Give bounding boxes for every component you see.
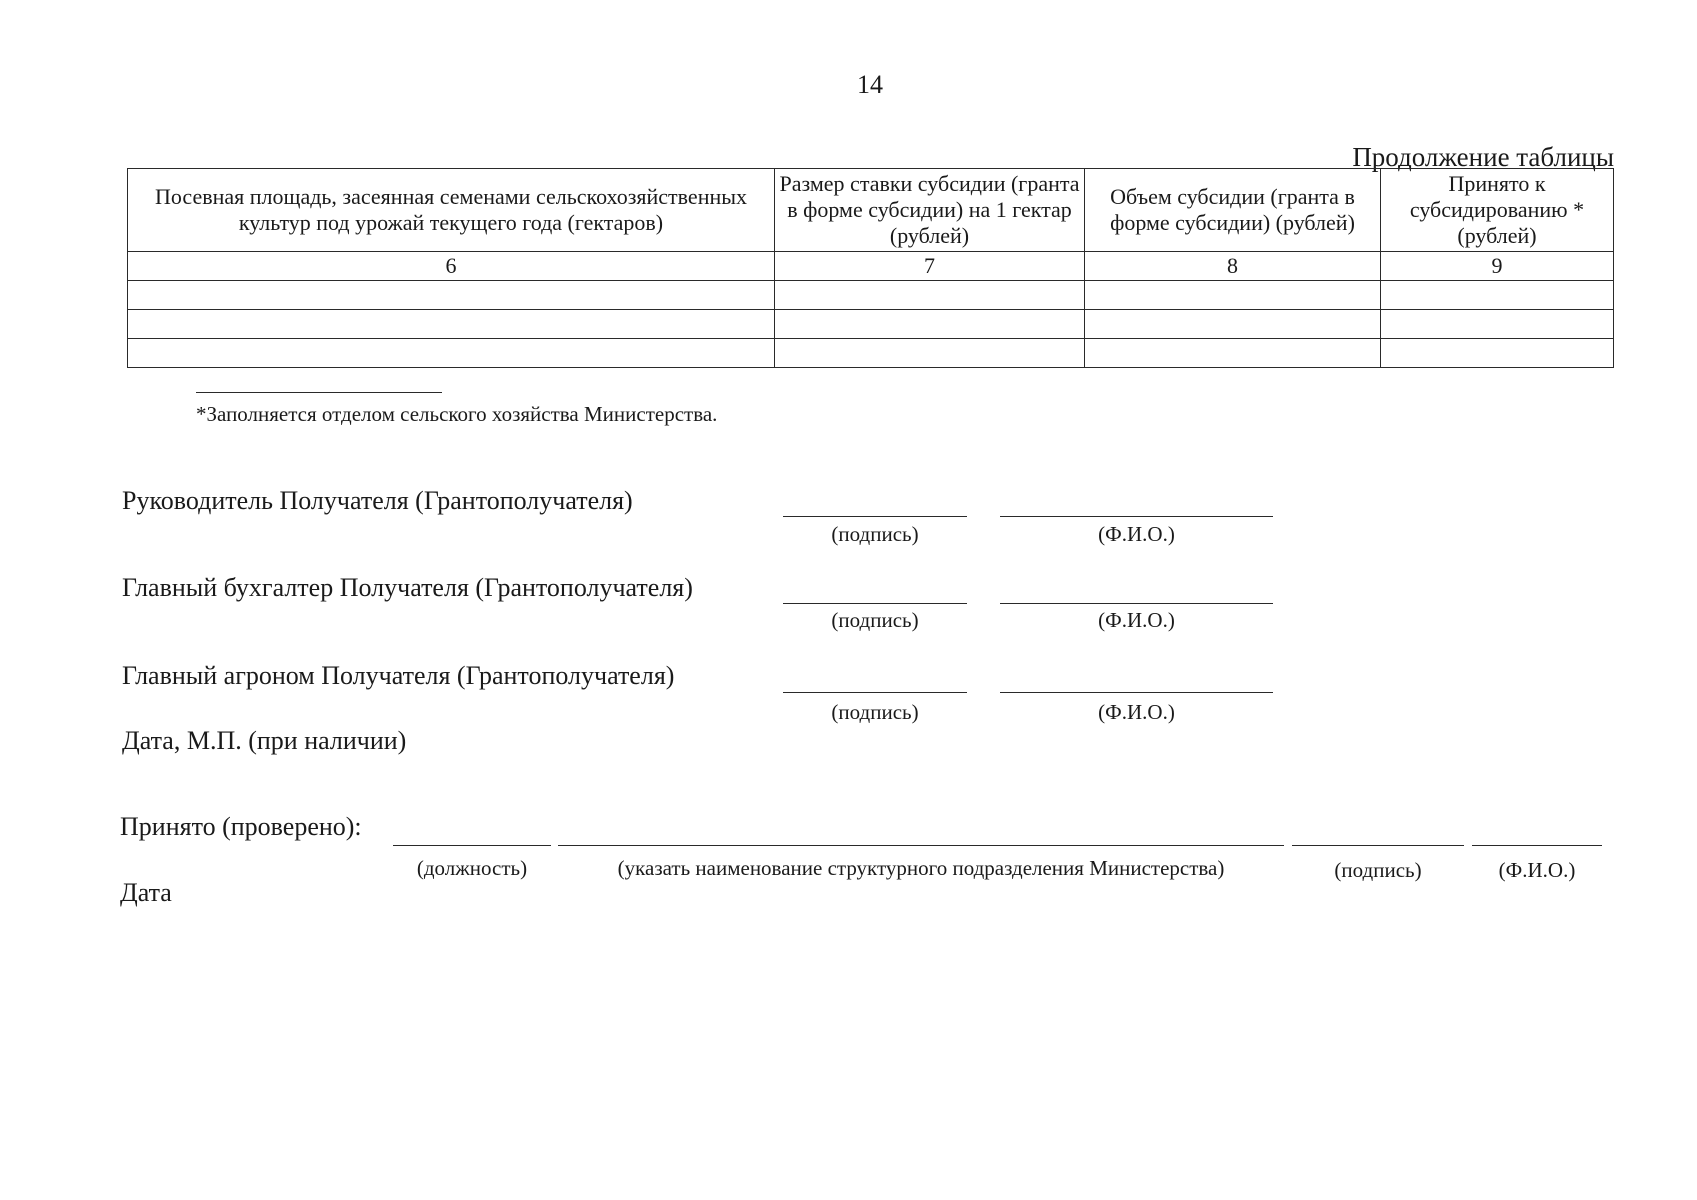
signature-hint: (подпись) xyxy=(831,522,919,546)
acceptance-signature-line[interactable] xyxy=(1292,845,1464,846)
accountant-signature-line[interactable] xyxy=(783,603,967,604)
table-cell[interactable] xyxy=(1381,339,1614,368)
table-cell[interactable] xyxy=(128,339,775,368)
header-accepted-for-subsidy: Принято к субсидированию * (рублей) xyxy=(1381,169,1614,252)
table-cell[interactable] xyxy=(1085,339,1381,368)
agronomist-signature-line[interactable] xyxy=(783,692,967,693)
accountant-signature-label: Главный бухгалтер Получателя (Грантополучателя) xyxy=(122,573,693,602)
column-number: 6 xyxy=(128,252,775,281)
name-hint: (Ф.И.О.) xyxy=(1098,608,1175,632)
table-header-row xyxy=(128,169,1614,252)
header-rate-per-hectare: Размер ставки субсидии (гранта в форме субсидии) на 1 гектар (рублей) xyxy=(775,169,1085,252)
table-cell[interactable] xyxy=(775,281,1085,310)
footnote: *Заполняется отделом сельского хозяйства Министерства. xyxy=(196,402,718,426)
head-signature-line[interactable] xyxy=(783,516,967,517)
page-number: 14 xyxy=(857,70,883,99)
position-line[interactable] xyxy=(393,845,551,846)
name-hint: (Ф.И.О.) xyxy=(1098,700,1175,724)
table-cell[interactable] xyxy=(1085,281,1381,310)
acceptance-date-label: Дата xyxy=(120,878,172,907)
table-cell[interactable] xyxy=(775,339,1085,368)
column-number: 7 xyxy=(775,252,1085,281)
table-caption: Продолжение таблицы xyxy=(1352,142,1614,172)
head-signature-label: Руководитель Получателя (Грантополучателя) xyxy=(122,486,633,515)
subsidy-table xyxy=(127,168,1614,368)
signature-hint: (подпись) xyxy=(1334,858,1422,882)
table-cell[interactable] xyxy=(128,281,775,310)
acceptance-name-line[interactable] xyxy=(1472,845,1602,846)
column-number: 9 xyxy=(1381,252,1614,281)
name-hint: (Ф.И.О.) xyxy=(1098,522,1175,546)
department-line[interactable] xyxy=(558,845,1284,846)
signature-hint: (подпись) xyxy=(831,608,919,632)
position-hint: (должность) xyxy=(416,856,528,880)
table-cell[interactable] xyxy=(1381,281,1614,310)
table-row xyxy=(128,310,1614,339)
name-hint: (Ф.И.О.) xyxy=(1498,858,1576,882)
date-stamp-label: Дата, М.П. (при наличии) xyxy=(122,726,407,755)
footnote-rule xyxy=(196,392,442,393)
column-number-row xyxy=(128,252,1614,281)
accountant-name-line[interactable] xyxy=(1000,603,1273,604)
table-row xyxy=(128,281,1614,310)
signature-hint: (подпись) xyxy=(831,700,919,724)
head-name-line[interactable] xyxy=(1000,516,1273,517)
table-cell[interactable] xyxy=(1381,310,1614,339)
department-hint: (указать наименование структурного подразделения Министерства) xyxy=(617,856,1225,880)
agronomist-signature-label: Главный агроном Получателя (Грантополучателя) xyxy=(122,661,675,690)
header-subsidy-volume: Объем субсидии (гранта в форме субсидии) (рублей) xyxy=(1085,169,1381,252)
table-cell[interactable] xyxy=(775,310,1085,339)
table-cell[interactable] xyxy=(1085,310,1381,339)
header-sown-area: Посевная площадь, засеянная семенами сельскохозяйственных культур под урожай текущего года (гектаров) xyxy=(128,169,775,252)
column-number: 8 xyxy=(1085,252,1381,281)
acceptance-label: Принято (проверено): xyxy=(120,812,362,841)
table-row xyxy=(128,339,1614,368)
agronomist-name-line[interactable] xyxy=(1000,692,1273,693)
table-cell[interactable] xyxy=(128,310,775,339)
